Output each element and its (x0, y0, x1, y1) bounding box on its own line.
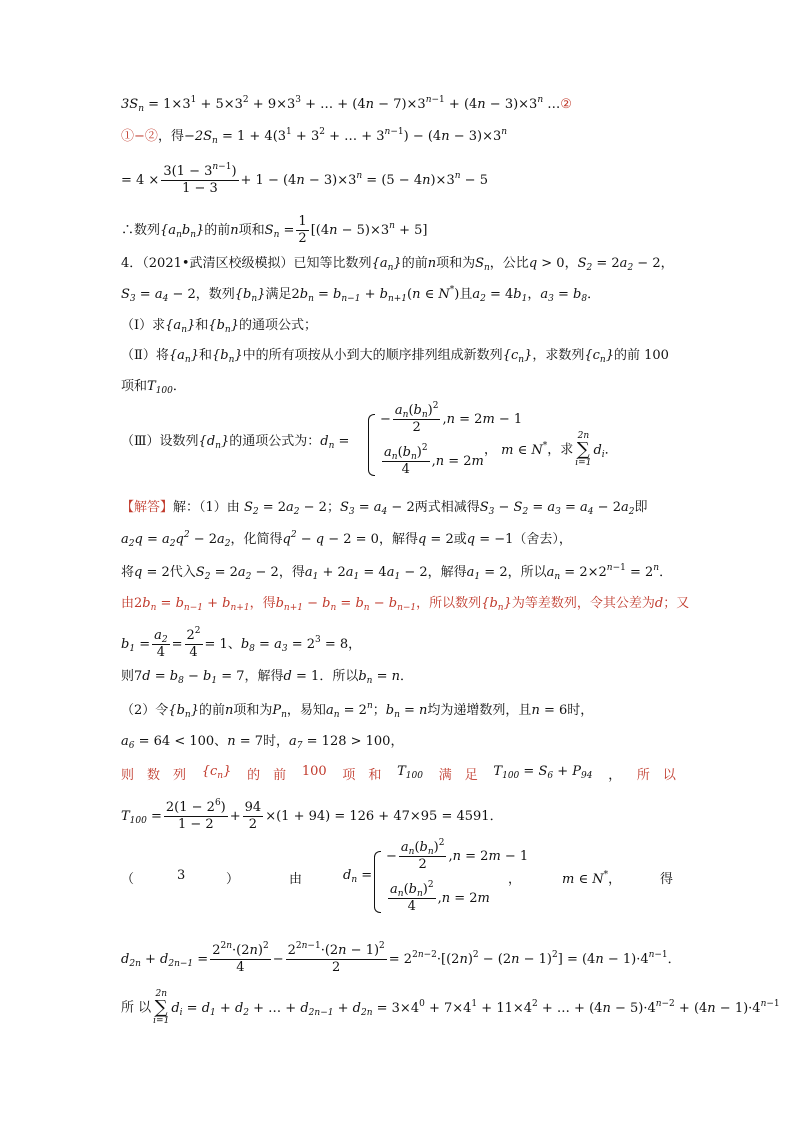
circled-two-marker: ② (560, 97, 572, 112)
label-text: 的前 (198, 703, 225, 718)
conclusion-line: ∴数列$\{a_nb_n\}$的前n项和$S_n$ = $\frac{1}{2}$ $[(4n - 5)\times 3^n + 5]$ (121, 214, 428, 246)
label-text: ，求 (547, 442, 574, 458)
label-text: ，易知 (286, 703, 326, 718)
label-text: ，所以 (507, 565, 547, 580)
label-text: 即 (634, 500, 648, 515)
label-text: 的通项公式； (238, 318, 317, 333)
answer-part-3-line-2: $d_{2n} + d_{2n-1}$ = $\frac{2^{2n}\cdot(2n)^2}{4}$ − $\frac{2^{2n-1}\cdot(2n - 1)^2}{2}$ = $2^{2n-2}\cdot[(2n)^2 - (2n - 1)^2] = (4n - 1)\cdot 4^{n-1}$． (121, 941, 681, 975)
label-text: 100 (301, 764, 327, 779)
label-text: 和 (198, 348, 212, 363)
label-text: 则 数 列 (121, 768, 187, 783)
answer-line-4: 由$2b_n = b_{n-1} + b_{n+1}$，得$b_{n+1} - b_n = b_n - b_{n-1}$，所以数列$\{b_n\}$为等差数列，令其公差为d；又 (121, 596, 690, 613)
label-text: 由 (289, 872, 303, 887)
label-text: 和 (195, 318, 209, 333)
piecewise-case-2: $\frac{a_n(b_n)^2}{4}$ ,n = 2m (384, 443, 484, 477)
label-text: 的通项公式为： (229, 434, 321, 449)
label-text: 所 以 (636, 768, 676, 783)
label-text: ；又 (663, 596, 690, 611)
answer-part-3-from (289, 868, 302, 887)
equation-3sn: $3S_n = 1\times 3^1 + 5\times 3^2 + 9\times 3^3$ + … + $(4n - 7)\times 3^{n-1} + (4n - 3)\times 3^n$ …② (121, 95, 572, 114)
label-text: 项和 (121, 379, 148, 394)
piecewise-brace (368, 414, 375, 476)
label-text: ，求数列 (532, 348, 585, 363)
label-text: ，得 (249, 596, 276, 611)
piecewise-2-case-2: $\frac{a_n(b_n)^2}{4}$ ,n = 2m (390, 880, 490, 914)
label-text: ，得 (278, 565, 305, 580)
label-text: ， (484, 442, 498, 458)
piecewise-2-case-1: − $\frac{a_n(b_n)^2}{2}$ ,n = 2m − 1 (386, 838, 529, 872)
label-text: 、 (214, 734, 228, 749)
label-text: 或 (453, 532, 467, 547)
label-text: 则 (121, 669, 135, 684)
label-text: ，得 (157, 129, 184, 144)
label-text: （2）令 (121, 703, 169, 718)
label-text: 的前 (204, 223, 231, 238)
label-text: ； (326, 500, 340, 515)
label-text: 的前 (401, 256, 428, 271)
label-text: ，数列 (195, 287, 235, 302)
label-text: ，解得 (427, 565, 467, 580)
question-3: （Ⅲ）设数列$\{d_n\}$的通项公式为：$d_n$ = (121, 434, 350, 451)
label-text: 项和为 (233, 703, 273, 718)
label-text: ，化简得 (230, 532, 283, 547)
answer-part-2-line-3: 则 数 列 $\{c_n\}$ 的 前 100 项 和 $T_{100}$ 满 足 $T_{100} = S_6 + P_{94}$ ， 所 以 (121, 764, 676, 783)
answer-part-3-close (226, 868, 239, 887)
label-text: 由 (121, 596, 135, 611)
label-text: 项和 (238, 223, 265, 238)
answer-line-5: $b_1$ = $\frac{a_2}{4}$ = $\frac{2^2}{4}$ = 1、$b_8 = a_3 = 2^3 = 8$， (121, 626, 362, 660)
label-text: 、 (227, 637, 241, 652)
label-text: 3 (177, 868, 186, 883)
label-text: 中的所有项按从小到大的顺序排列组成新数列 (242, 348, 503, 363)
answer-part-3-m: m ∈ N*， (562, 870, 622, 887)
answer-part-2-line-1: （2）令$\{b_n\}$的前n项和为$P_n$，易知$a_n = 2^n$；$b_n = n$均为递增数列，且n = 6时， (121, 701, 594, 720)
problem-4-conditions: $S_3 = a_4 - 2$，数列$\{b_n\}$满足$2b_n = b_{n-1} + b_{n+1}(n$ ∈ N*)且$a_2 = 4b_1$，$a_3 = b_8$． (121, 285, 601, 304)
label-text: 项和为 (436, 256, 476, 271)
label-text: ，所以数列 (416, 596, 482, 611)
label-text: 已知等比数列 (293, 256, 372, 271)
problem-number: 4． (121, 256, 143, 271)
label-text: （Ⅱ）将 (121, 348, 169, 363)
question-3-tail: ， m ∈ N*，求2n ∑ $i=1d_i$． (484, 431, 618, 468)
label-text: ，解得 (244, 669, 284, 684)
label-text: 的 前 (247, 768, 287, 783)
answer-part-3-comma (508, 868, 521, 887)
label-text: 代入 (169, 565, 196, 580)
question-1: （Ⅰ）求$\{a_n\}$和$\{b_n\}$的通项公式； (121, 318, 317, 335)
label-text: 项 和 (342, 768, 382, 783)
answer-line-1: 【解答】解：（1）由 $S_2 = 2a_2 - 2$；$S_3 = a_4 - 2$两式相减得$S_3 - S_2 = a_3 = a_4 - 2a_2$即 (121, 500, 648, 517)
label-text: 时， (263, 734, 290, 749)
label-text: 将 (121, 565, 135, 580)
problem-4-statement: 4．（2021•武清区校级模拟）已知等比数列$\{a_n\}$的前n项和为$S_n$，公比q > 0，$S_2 = 2a_2 - 2$， (121, 256, 674, 273)
answer-part-3-line-3: 所 以2n ∑ $i=1d_i = d_1 + d_2$ + … + $d_{2n-1} + d_{2n} = 3\times 4^0 + 7\times 4^1 + 11\times 4^2$ + … + $(4n - 5)\cdot 4^{n-2} + (4n - 1)\cdot 4^{n-1}$ (121, 989, 780, 1026)
label-text: （舍去）， (513, 532, 572, 547)
subtract-line: ①−②，得$-2S_n = 1 + 4(3^1 + 3^2$ + … + $3^{n-1}) - (4n - 3)\times 3^n$ (121, 127, 508, 146)
equation-fraction-line: = 4 × $\frac{3(1 - 3^{n-1})}{1 - 3}$ + $1 - (4n - 3)\times 3^n = (5 - 4n)\times 3^n - 5$ (121, 162, 488, 196)
answer-line-6: 则$7d = b_8 - b_1 = 7$，解得d = 1．所以$b_n = n$． (121, 669, 414, 686)
label-text: 两式相减得 (414, 500, 480, 515)
label-text: 所 以 (121, 1000, 152, 1016)
label-text: ， (508, 872, 522, 887)
answer-line-3: 将q = 2代入$S_2 = 2a_2 - 2$，得$a_1 + 2a_1 = 4a_1 - 2$，解得$a_1 = 2$，所以$a_n = 2\times 2^{n-1} = 2^n$． (121, 563, 673, 582)
answer-part-2-line-4: $T_{100}$ = $\frac{2(1 - 2^6)}{1 - 2}$ + $\frac{94}{2}$ ×(1 + 94) = 126 + 47×95 = 4591． (121, 798, 503, 832)
problem-source: （2021•武清区校级模拟） (142, 256, 294, 271)
label-text: 解：（1）由 (173, 500, 240, 515)
answer-part-2-line-2: $a_6 = 64 < 100$、n = 7时，$a_7 = 128 > 100$， (121, 734, 404, 751)
label-text: ，公比 (489, 256, 529, 271)
piecewise-case-1: − $\frac{a_n(b_n)^2}{2}$ ,n = 2m − 1 (380, 401, 523, 435)
fraction: $\frac{3(1 - 3^{n-1})}{1 - 3}$ (163, 162, 237, 196)
circled-one-ref: ① (121, 129, 135, 144)
label-text: ．所以 (319, 669, 359, 684)
label-text: 满足 (265, 287, 292, 302)
label-text: ） (226, 872, 240, 887)
label-text: （Ⅰ）求 (121, 318, 166, 333)
label-text: 的前 100 (613, 348, 669, 363)
answer-part-3-get (660, 868, 673, 887)
label-text: 为等差数列，令其公差为 (511, 596, 655, 611)
circled-two-ref: ② (144, 129, 158, 144)
question-2: （Ⅱ）将$\{a_n\}$和$\{b_n\}$中的所有项按从小到大的顺序排列组成新数列$\{c_n\}$，求数列$\{c_n\}$的前 100 (121, 348, 669, 365)
label-text: ，解得 (378, 532, 418, 547)
label-text: （Ⅲ）设数列 (121, 434, 199, 449)
label-text: 均为递增数列，且 (427, 703, 532, 718)
answer-line-2: $a_2q = a_2q^2 - 2a_2$，化简得$q^2 - q - 2 = 0$，解得q = 2或q = −1（舍去）， (121, 530, 572, 549)
label-text: 时， (567, 703, 594, 718)
label-text: ∴数列 (121, 223, 161, 238)
label-text: 得 (660, 872, 674, 887)
piecewise-brace-2 (374, 851, 381, 913)
answer-part-3-dn: $d_n$ = (343, 868, 373, 885)
answer-part-3-open (121, 868, 134, 887)
label-text: 且 (459, 287, 473, 302)
answer-label: 【解答】 (121, 500, 174, 515)
label-text: （ (121, 872, 135, 887)
answer-part-3-num (177, 868, 185, 883)
question-2-cont: 项和$T_{100}$． (121, 379, 186, 396)
label-text: 满 足 (438, 768, 478, 783)
